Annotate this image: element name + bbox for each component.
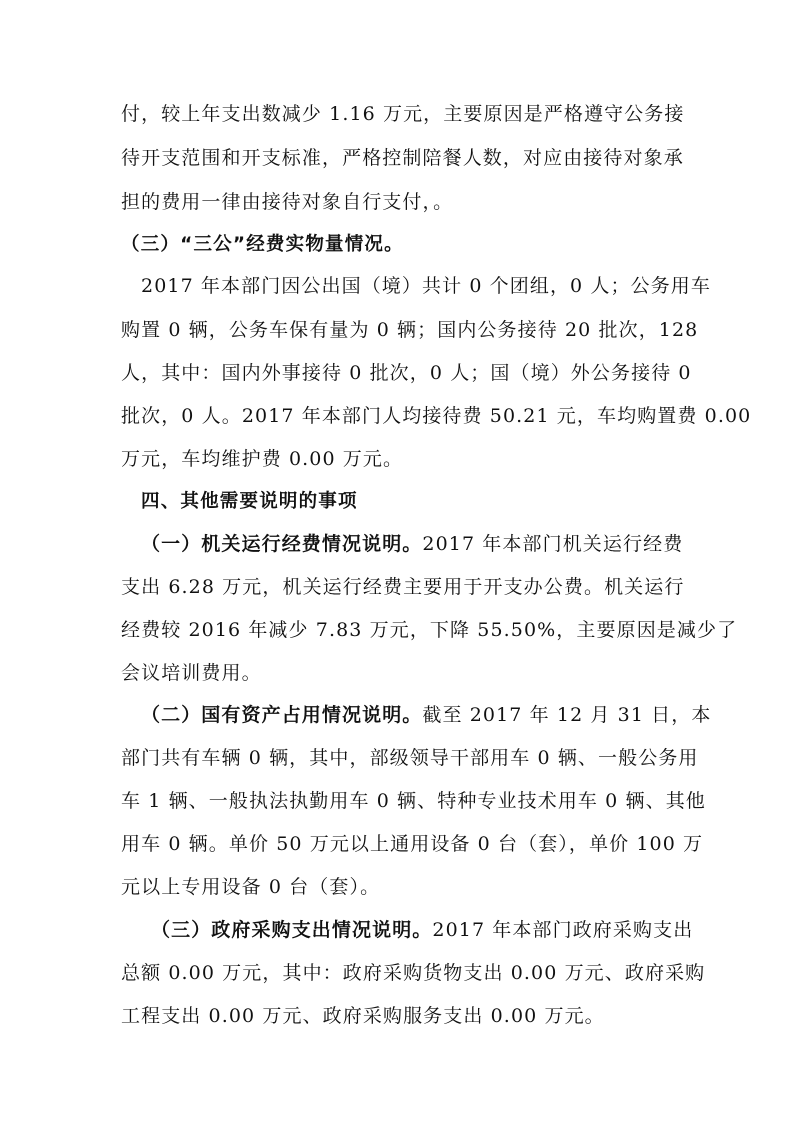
body-text: 万元，车均维护费 0.00 万元。 [121, 448, 404, 470]
paragraph-line [141, 703, 711, 727]
body-text: 会议培训费用。 [121, 662, 262, 684]
body-text: 工程支出 0.00 万元、政府采购服务支出 0.00 万元。 [121, 1005, 605, 1027]
body-text: 担的费用一律由接待对象自行支付，。 [121, 191, 454, 213]
subsection-title: （二）国有资产占用情况说明。 [141, 704, 423, 726]
paragraph-line [121, 875, 380, 899]
section-heading-text: 四、其他需要说明的事项 [141, 491, 358, 512]
paragraph-line [121, 961, 705, 985]
body-text: 元以上专用设备 0 台（套）。 [121, 876, 381, 898]
paragraph-line [121, 746, 699, 770]
body-text: 待开支范围和开支标准，严格控制陪餐人数，对应由接待对象承 [121, 147, 684, 169]
body-text: 总额 0.00 万元，其中：政府采购货物支出 0.00 万元、政府采购 [121, 962, 706, 984]
body-text: 用车 0 辆。单价 50 万元以上通用设备 0 台（套），单价 100 万 [121, 833, 704, 855]
body-text: 2017 年本部门机关运行经费 [422, 533, 684, 555]
body-text: 2017 年本部门政府采购支出 [432, 919, 694, 941]
body-text: 购置 0 辆，公务车保有量为 0 辆；国内公务接待 20 批次，128 [121, 319, 699, 341]
section-heading-other-matters [141, 490, 358, 514]
subsection-title: （三）政府采购支出情况说明。 [151, 919, 433, 941]
section-heading-three-public [121, 233, 404, 257]
section-heading-text: （三）“三公”经费实物量情况。 [121, 234, 404, 255]
body-text: 支出 6.28 万元，机关运行经费主要用于开支办公费。机关运行 [121, 576, 685, 598]
paragraph-line [121, 190, 453, 214]
paragraph-line [121, 447, 403, 471]
subsection-title: （一）机关运行经费情况说明。 [141, 533, 423, 555]
body-text: 截至 2017 年 12 月 31 日，本 [422, 704, 712, 726]
body-text: 批次，0 人。2017 年本部门人均接待费 50.21 元，车均购置费 0.00 [121, 405, 752, 427]
paragraph-line [121, 789, 706, 813]
paragraph-line [121, 404, 751, 428]
paragraph-line [121, 661, 262, 685]
body-text: 经费较 2016 年减少 7.83 万元，下降 55.50%，主要原因是减少了 [121, 619, 738, 641]
paragraph-line [121, 318, 698, 342]
body-text: 人，其中：国内外事接待 0 批次，0 人；国（境）外公务接待 0 [121, 362, 692, 384]
paragraph-line [151, 918, 693, 942]
paragraph-line [121, 146, 684, 170]
paragraph-line [121, 832, 703, 856]
body-text: 2017 年本部门因公出国（境）共计 0 个团组，0 人；公务用车 [141, 275, 711, 297]
paragraph-line [141, 274, 711, 298]
body-text: 车 1 辆、一般执法执勤用车 0 辆、特种专业技术用车 0 辆、其他 [121, 790, 706, 812]
body-text: 付，较上年支出数减少 1.16 万元，主要原因是严格遵守公务接 [121, 103, 685, 125]
paragraph-line [121, 102, 685, 126]
body-text: 部门共有车辆 0 辆，其中，部级领导干部用车 0 辆、一般公务用 [121, 747, 699, 769]
paragraph-line [121, 1004, 605, 1028]
paragraph-line [121, 361, 692, 385]
paragraph-line [121, 618, 737, 642]
paragraph-line [141, 532, 683, 556]
paragraph-line [121, 575, 685, 599]
